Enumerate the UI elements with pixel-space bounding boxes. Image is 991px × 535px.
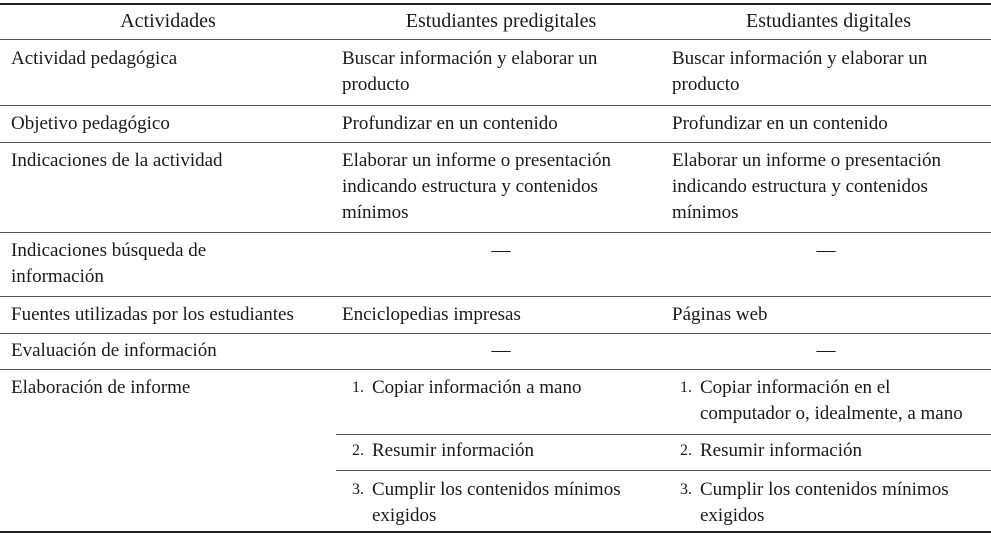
cell-digital: Profundizar en un contenido [672,113,888,134]
header-rule [0,39,991,40]
step-rule [336,434,991,435]
step-number: 3. [352,481,364,498]
step-number: 3. [680,481,692,498]
step-item-digital [670,477,988,529]
cell-predigital-dash: — [491,340,511,361]
row-label: Actividad pedagógica [11,48,178,69]
step-item-predigital [342,438,660,464]
step-rule [336,470,991,471]
cell-predigital: Profundizar en un contenido [342,113,558,134]
row-label: Indicaciones de la actividad [11,150,223,171]
cell-predigital: Enciclopedias impresas [342,304,521,325]
step-text: Cumplir los contenidos mínimos exigidos [700,479,949,526]
cell-predigital-dash: — [491,240,511,261]
top-rule [0,3,991,5]
step-number: 2. [680,442,692,459]
cell-digital-dash: — [816,240,836,261]
cell-digital: Buscar información y elaborar un producto [672,48,928,95]
step-number: 1. [352,379,364,396]
step-item-digital [670,375,988,427]
row-label: Elaboración de informe [11,377,191,398]
step-text: Resumir información [372,440,534,461]
step-item-predigital [342,375,660,401]
row-rule [0,142,991,143]
cell-digital: Elaborar un informe o presentación indicando estructura y contenidos mínimos [672,150,942,223]
step-item-predigital [342,477,660,529]
row-rule [0,333,991,334]
cell-predigital: Buscar información y elaborar un producto [342,48,598,95]
header-actividades: Actividades [120,10,216,32]
step-text: Copiar información a mano [372,377,582,398]
header-predigitales: Estudiantes predigitales [405,10,597,32]
cell-digital: Páginas web [672,304,768,325]
header-digitales: Estudiantes digitales [746,10,911,32]
step-text: Cumplir los contenidos mínimos exigidos [372,479,621,526]
row-rule [0,369,991,370]
cell-predigital: Elaborar un informe o presentación indicando estructura y contenidos mínimos [342,150,612,223]
bottom-rule [0,531,991,533]
step-text: Copiar información en el computador o, idealmente, a mano [700,377,963,424]
row-label: Evaluación de información [11,340,217,361]
step-text: Resumir información [700,440,862,461]
step-item-digital [670,438,988,464]
step-number: 2. [352,442,364,459]
row-rule [0,232,991,233]
row-label: Fuentes utilizadas por los estudiantes [11,304,294,325]
step-number: 1. [680,379,692,396]
row-label: Objetivo pedagógico [11,113,170,134]
row-label: Indicaciones búsqueda de información [11,240,207,287]
cell-digital-dash: — [816,340,836,361]
row-rule [0,105,991,106]
row-rule [0,296,991,297]
